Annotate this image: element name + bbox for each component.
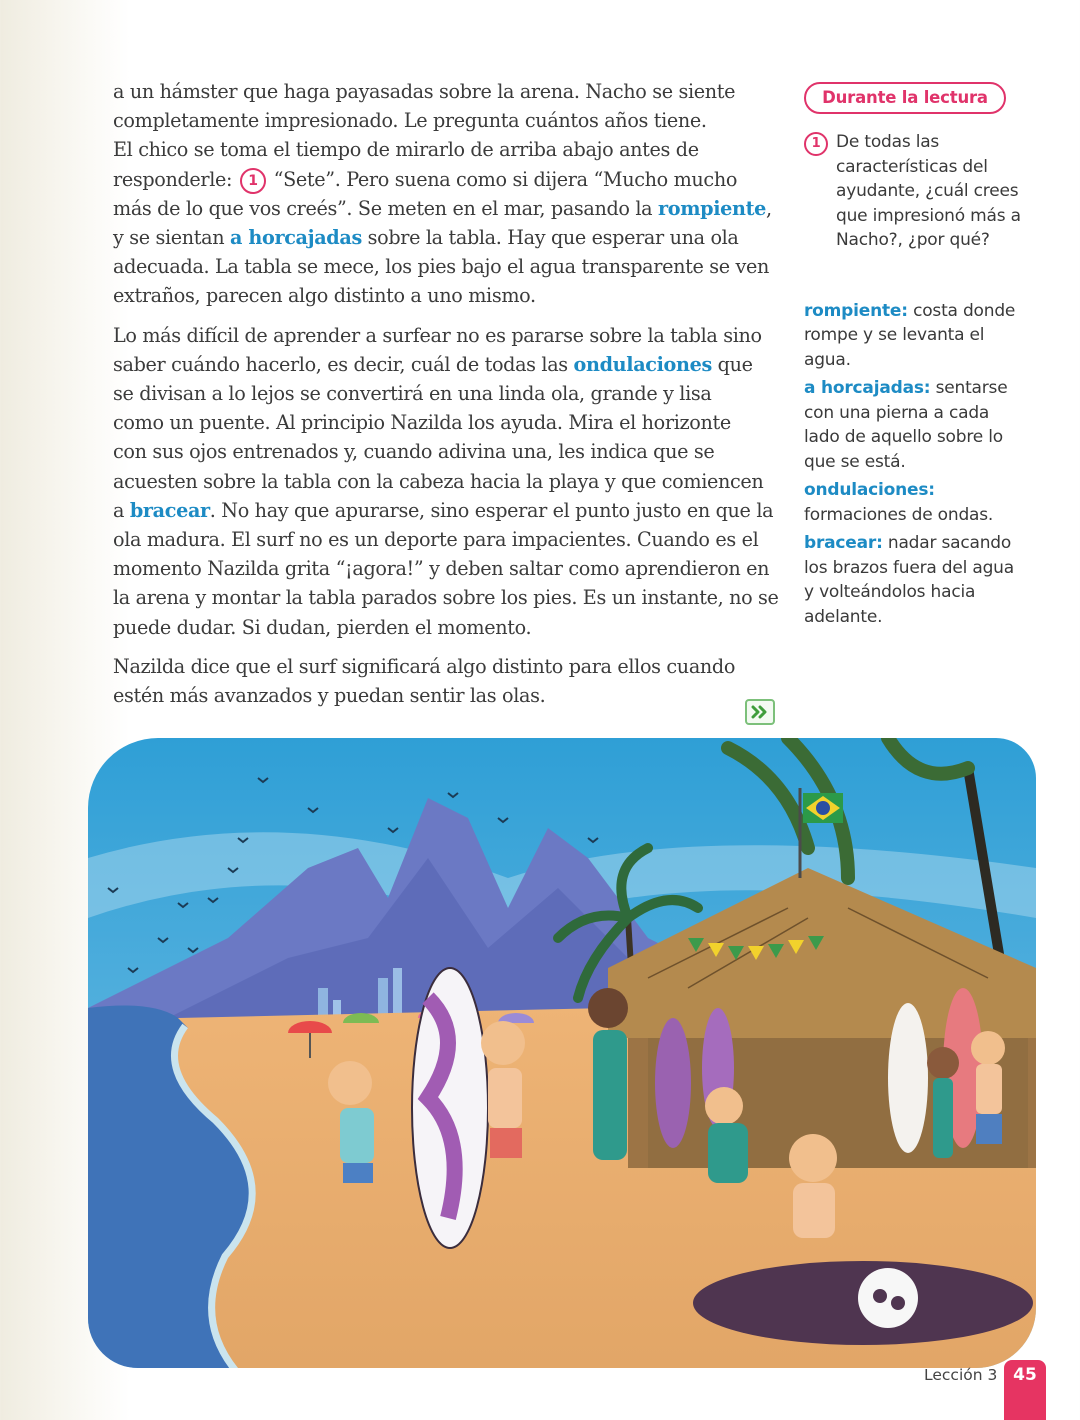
story-text-run: momento Nazilda grita “¡agora!” y deben saltar como aprendieron en [113, 557, 770, 581]
glossary-entry [804, 376, 1024, 474]
beach-scene-image [88, 738, 1036, 1368]
story-line [113, 379, 783, 408]
glossary-entry [804, 299, 1024, 373]
story-line [113, 106, 783, 135]
story-line [113, 583, 783, 612]
story-text-run: y se sientan [113, 226, 230, 250]
story-line [113, 496, 783, 525]
story-line [113, 467, 783, 496]
story-text-run: acuesten sobre la tabla con la cabeza hacia la playa y que comiencen [113, 469, 764, 493]
story-text-run: . No hay que apurarse, sino esperar el punto justo en que la [209, 498, 774, 522]
story-line [113, 252, 783, 281]
story-text-run: la arena y montar la tabla parados sobre los pies. Es un instante, no se [113, 586, 779, 610]
glossary-definition: nadar sacando los brazos fuera del agua y volteándolos hacia adelante. [804, 533, 1014, 627]
lesson-label: Lección 3 [924, 1366, 998, 1384]
glossary-keyword: rompiente [658, 196, 767, 220]
story-line [113, 525, 783, 554]
story-line [113, 281, 783, 310]
glossary-term: ondulaciones: [804, 480, 935, 500]
question-text: De todas las características del ayudante, ¿cuál crees que impresionó más a Nacho?, ¿por qué? [836, 132, 1021, 250]
glossary-keyword: ondulaciones [573, 352, 712, 376]
page-number: 45 [1004, 1360, 1046, 1420]
glossary-entry [804, 531, 1024, 629]
story-line [113, 77, 783, 106]
story-text-run: El chico se toma el tiempo de mirarlo de arriba abajo antes de [113, 138, 699, 162]
story-line [113, 321, 783, 350]
glossary-entry [804, 478, 1024, 527]
next-page-button[interactable] [745, 699, 775, 725]
glossary [804, 299, 1024, 630]
story-text-run: con sus ojos entrenados y, cuando adivina una, les indica que se [113, 440, 715, 464]
story-text-run: , [766, 196, 772, 220]
story-line [113, 437, 783, 466]
story-paragraph [113, 77, 783, 311]
story-text-run: más de lo que vos creés”. Se meten en el mar, pasando la [113, 196, 659, 220]
story-line [113, 165, 783, 194]
story-text-run: “Sete”. Pero suena como si dijera “Mucho mucho [267, 167, 738, 191]
glossary-term: a horcajadas: [804, 378, 931, 398]
double-chevron-right-icon [751, 705, 769, 719]
beach-illustration [88, 738, 1036, 1368]
glossary-keyword: a horcajadas [230, 226, 362, 250]
story-line [113, 223, 783, 252]
story-text-run: responderle: [113, 167, 238, 191]
story-text-run: se divisan a lo lejos se convertirá en una linda ola, grande y lisa [113, 382, 712, 406]
question-number-badge: 1 [804, 132, 828, 156]
story-line [113, 135, 783, 164]
glossary-definition: sentarse con una pierna a cada lado de aquello sobre lo que se está. [804, 378, 1008, 472]
reading-question [804, 130, 1024, 253]
story-text-run: saber cuándo hacerlo, es decir, cuál de todas las [113, 352, 574, 376]
story-text-run: sobre la tabla. Hay que esperar una ola [361, 226, 739, 250]
story-paragraph [113, 652, 783, 710]
story-text-run: puede dudar. Si dudan, pierden el momento. [113, 615, 532, 639]
story-text-run: a un hámster que haga payasadas sobre la arena. Nacho se siente [113, 80, 736, 103]
story-text-run: Lo más difícil de aprender a surfear no es pararse sobre la tabla sino [113, 323, 762, 347]
story-line [113, 408, 783, 437]
story-text-run: a [113, 498, 130, 522]
story-line [113, 613, 783, 642]
glossary-term: rompiente: [804, 300, 908, 321]
story-paragraph [113, 321, 783, 642]
story-text [113, 77, 783, 720]
story-line [113, 554, 783, 583]
story-text-run: extraños, parecen algo distinto a uno mismo. [113, 284, 536, 308]
story-text-run: estén más avanzados y puedan sentir las olas. [113, 684, 546, 708]
glossary-keyword: bracear [129, 498, 210, 522]
question-marker-badge: 1 [240, 168, 266, 194]
story-text-run: como un puente. Al principio Nazilda los ayuda. Mira el horizonte [113, 411, 731, 435]
story-line [113, 652, 783, 681]
story-line [113, 194, 783, 223]
story-text-run: ola madura. El surf no es un deporte para impacientes. Cuando es el [113, 528, 759, 552]
glossary-definition: formaciones de ondas. [804, 504, 994, 525]
story-text-run: adecuada. La tabla se mece, los pies bajo el agua transparente se ven [113, 255, 769, 279]
story-line [113, 681, 783, 710]
glossary-definition: costa donde rompe y se levanta el agua. [804, 300, 1016, 370]
reading-sidebar [804, 82, 1024, 633]
glossary-term: bracear: [804, 533, 883, 553]
story-text-run: Nazilda dice que el surf significará algo distinto para ellos cuando [113, 654, 736, 678]
story-text-run: completamente impresionado. Le pregunta cuántos años tiene. [113, 109, 707, 133]
section-label-during-reading: Durante la lectura [804, 82, 1006, 114]
story-text-run: que [711, 352, 753, 376]
story-line [113, 350, 783, 379]
